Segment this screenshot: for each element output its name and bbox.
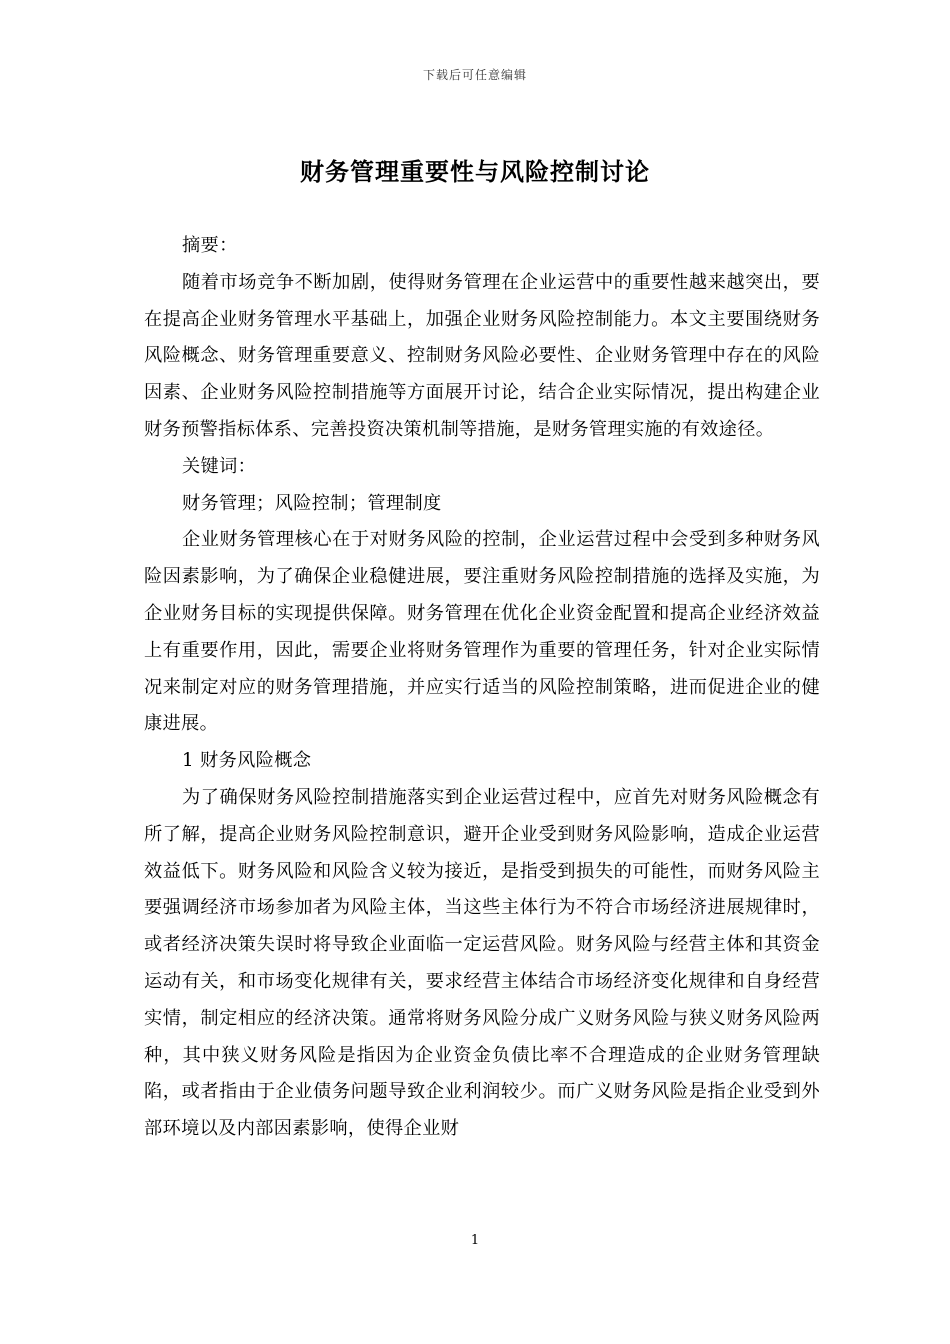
document-title: 财务管理重要性与风险控制讨论 — [300, 157, 650, 186]
abstract-paragraph: 随着市场竞争不断加剧，使得财务管理在企业运营中的重要性越来越突出，要在提高企业财务管理水平基础上，加强企业财务风险控制能力。本文主要围绕财务风险概念、财务管理重要意义、控制财务风险必要性、企业财务管理中存在的风险因素、企业财务风险控制措施等方面展开讨论，结合企业实际情况，提出构建企业财务预警指标体系、完善投资决策机制等措施，是财务管理实施的有效途径。 — [144, 271, 820, 440]
intro-paragraph: 企业财务管理核心在于对财务风险的控制，企业运营过程中会受到多种财务风险因素影响，为了确保企业稳健进展，要注重财务风险控制措施的选择及实施，为企业财务目标的实现提供保障。财务管理在优化企业资金配置和提高企业经济效益上有重要作用，因此，需要企业将财务管理作为重要的管理任务，针对企业实际情况来制定对应的财务管理措施，并应实行适当的风险控制策略，进而促进企业的健康进展。 — [144, 529, 820, 735]
abstract-label: 摘要： — [182, 235, 238, 256]
page-number: 1 — [470, 1233, 480, 1248]
section-heading: 1 财务风险概念 — [182, 750, 312, 772]
document-body — [144, 228, 820, 1148]
section-paragraph: 为了确保财务风险控制措施落实到企业运营过程中，应首先对财务风险概念有所了解，提高企业财务风险控制意识，避开企业受到财务风险影响，造成企业运营效益低下。财务风险和风险含义较为接近，是指受到损失的可能性，而财务风险主要强调经济市场参加者为风险主体，当这些主体行为不符合市场经济进展规律时，或者经济决策失误时将导致企业面临一定运营风险。财务风险与经营主体和其资金运动有关，和市场变化规律有关，要求经营主体结合市场经济变化规律和自身经营实情，制定相应的经济决策。通常将财务风险分成广义财务风险与狭义财务风险两种，其中狭义财务风险是指因为企业资金负债比率不合理造成的企业财务管理缺陷，或者指由于企业债务问题导致企业利润较少。而广义财务风险是指企业受到外部环境以及内部因素影响，使得企业财 — [144, 786, 820, 1140]
keywords-label: 关键词： — [182, 455, 257, 477]
header-note: 下载后可任意编辑 — [422, 68, 527, 82]
keywords-list: 财务管理；风险控制；管理制度 — [182, 492, 442, 514]
